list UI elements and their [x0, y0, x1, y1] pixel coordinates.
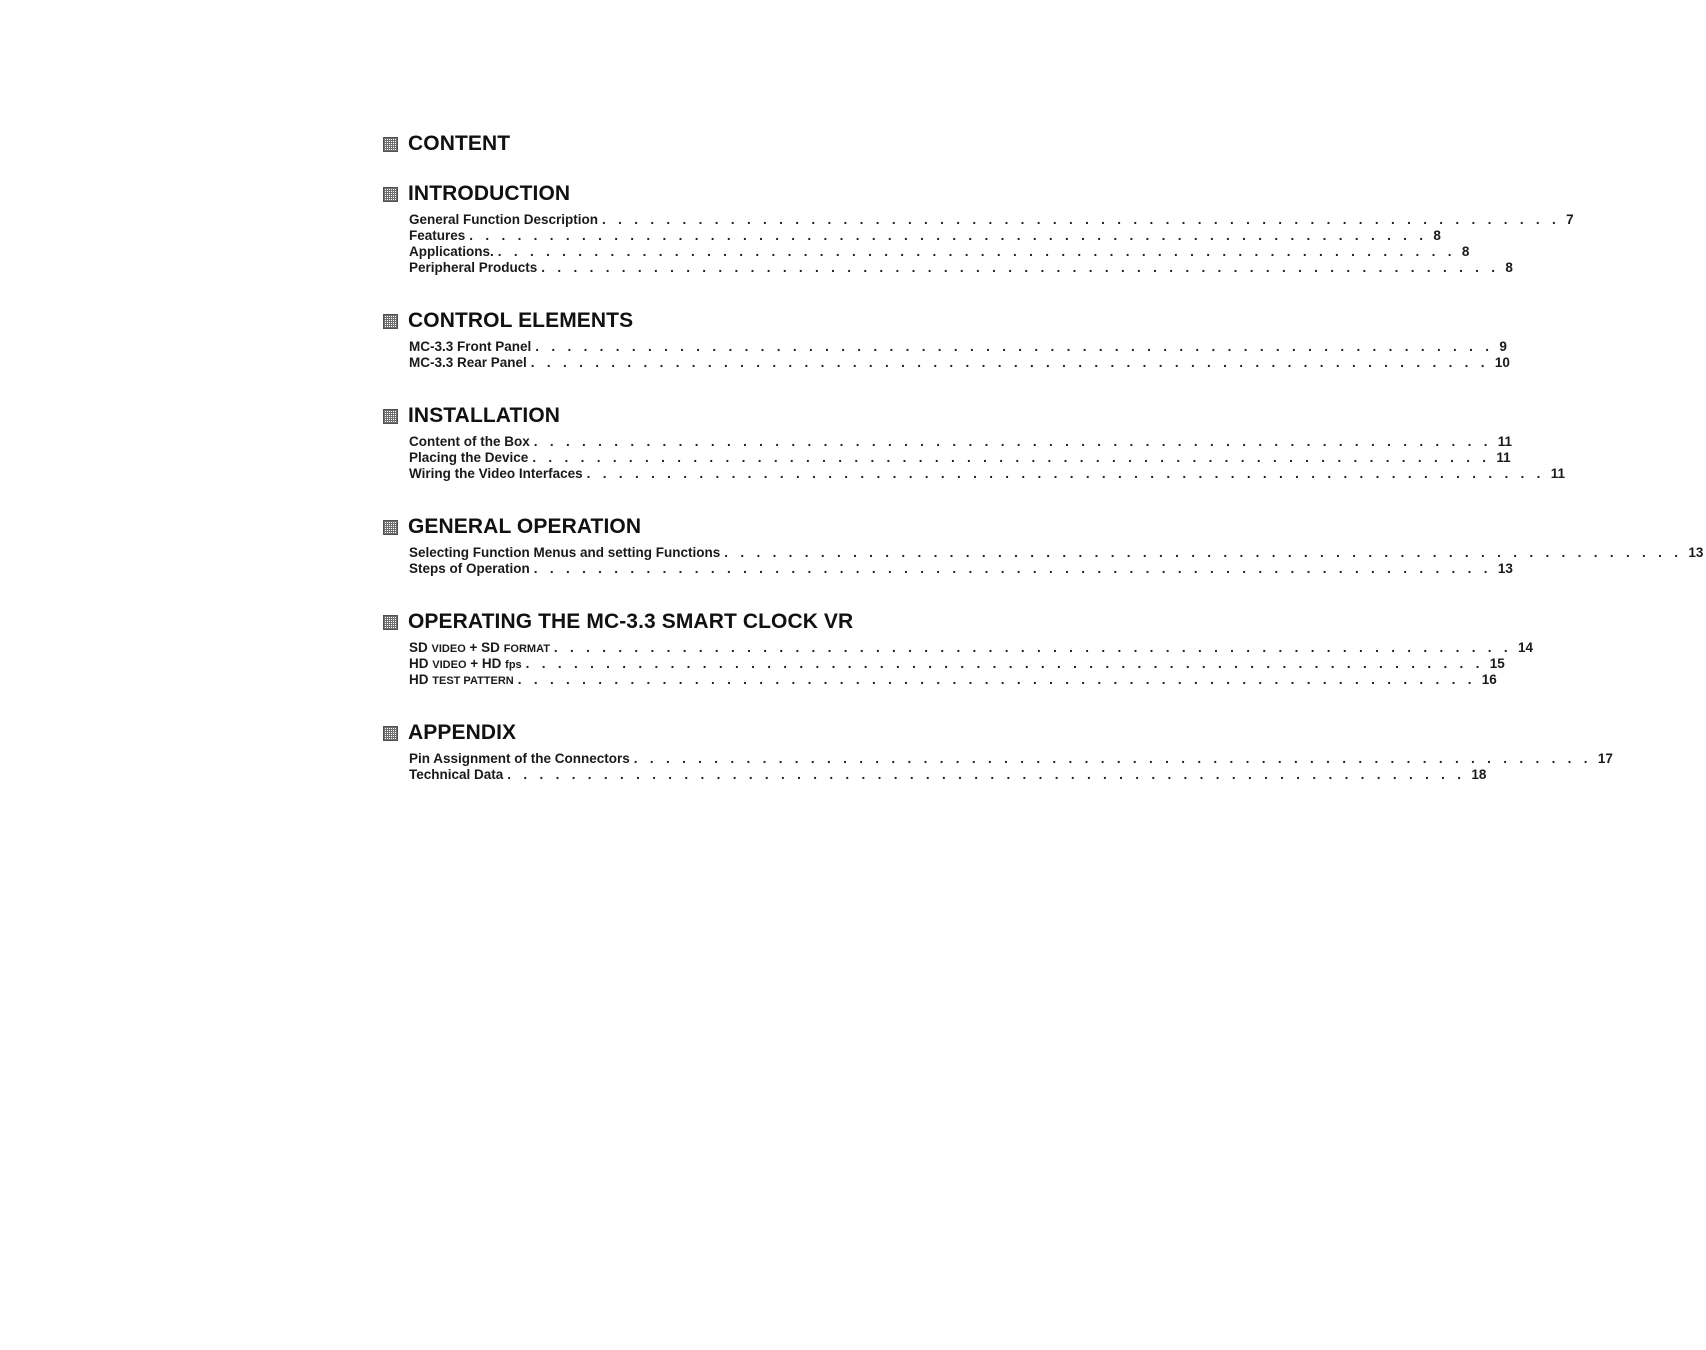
section-heading — [383, 180, 858, 208]
entry-page: 18 — [1471, 767, 1487, 782]
section-title: INTRODUCTION — [408, 182, 571, 205]
toc-entry[interactable] — [409, 640, 1533, 656]
entry-title: HD VIDEO + HD fps — [409, 656, 522, 671]
toc-entry[interactable] — [409, 212, 1574, 228]
entry-title: MC-3.3 Rear Panel — [409, 355, 527, 370]
entry-title: HD TEST PATTERN — [409, 672, 514, 687]
toc-entry[interactable] — [409, 751, 1613, 767]
section-bullet-icon — [383, 314, 398, 329]
entry-title: Peripheral Products — [409, 260, 538, 275]
dot-leader: . . . . . . . . . . . . . . . . . . . . . . . . . . . . . . . . . . . . . . . . . . . . . . . . . . . . . . . . . . . . — [602, 212, 1561, 227]
section-heading — [383, 608, 858, 636]
section-heading — [383, 307, 858, 335]
entry-page: 10 — [1494, 355, 1510, 370]
entry-title: Steps of Operation — [409, 561, 530, 576]
section-bullet-icon — [383, 726, 398, 741]
entry-title: Pin Assignment of the Connectors — [409, 751, 630, 766]
section-bullet-icon — [383, 520, 398, 535]
entry-title: Selecting Function Menus and setting Functions — [409, 545, 721, 560]
toc-section-control-elements — [383, 307, 1510, 371]
dot-leader: . . . . . . . . . . . . . . . . . . . . . . . . . . . . . . . . . . . . . . . . . . . . . . . . . . . . . . . . . . . . — [525, 656, 1484, 671]
section-heading — [383, 130, 858, 158]
entry-page: 15 — [1489, 656, 1505, 671]
section-title: APPENDIX — [408, 721, 517, 744]
entry-title: Content of the Box — [409, 434, 530, 449]
section-bullet-icon — [383, 409, 398, 424]
entry-title: Features — [409, 228, 466, 243]
dot-leader: . . . . . . . . . . . . . . . . . . . . . . . . . . . . . . . . . . . . . . . . . . . . . . . . . . . . . . . . . . . . — [586, 466, 1545, 481]
section-title: INSTALLATION — [408, 404, 561, 427]
dot-leader: . . . . . . . . . . . . . . . . . . . . . . . . . . . . . . . . . . . . . . . . . . . . . . . . . . . . . . . . . . . . — [530, 355, 1489, 370]
section-title: CONTROL ELEMENTS — [408, 309, 634, 332]
dot-leader: . . . . . . . . . . . . . . . . . . . . . . . . . . . . . . . . . . . . . . . . . . . . . . . . . . . . . . . . . . . . — [535, 339, 1494, 354]
entry-page: 14 — [1517, 640, 1533, 655]
dot-leader: . . . . . . . . . . . . . . . . . . . . . . . . . . . . . . . . . . . . . . . . . . . . . . . . . . . . . . . . . . . . — [533, 561, 1492, 576]
dot-leader: . . . . . . . . . . . . . . . . . . . . . . . . . . . . . . . . . . . . . . . . . . . . . . . . . . . . . . . . . . . . — [517, 672, 1476, 687]
entry-title: General Function Description — [409, 212, 599, 227]
section-bullet-icon — [383, 187, 398, 202]
dot-leader: . . . . . . . . . . . . . . . . . . . . . . . . . . . . . . . . . . . . . . . . . . . . . . . . . . . . . . . . . . . . — [532, 450, 1491, 465]
toc-entry[interactable] — [409, 545, 1704, 561]
toc-section-operating — [383, 608, 1533, 688]
entry-page: 13 — [1497, 561, 1513, 576]
table-of-contents — [383, 130, 1704, 783]
toc-entry[interactable] — [409, 672, 1497, 688]
toc-entry[interactable] — [409, 434, 1513, 450]
entry-title: Wiring the Video Interfaces — [409, 466, 583, 481]
entry-title: Applications. — [409, 244, 494, 259]
toc-section-general-operation — [383, 513, 1704, 577]
entry-title: SD VIDEO + SD FORMAT — [409, 640, 550, 655]
entry-page: 8 — [1461, 244, 1470, 259]
section-title: GENERAL OPERATION — [408, 515, 642, 538]
toc-section-installation — [383, 402, 1565, 482]
dot-leader: . . . . . . . . . . . . . . . . . . . . . . . . . . . . . . . . . . . . . . . . . . . . . . . . . . . . . . . . . . . . — [507, 767, 1466, 782]
toc-entry[interactable] — [409, 561, 1513, 577]
toc-entry[interactable] — [409, 767, 1487, 783]
toc-section-appendix — [383, 719, 1613, 783]
section-heading — [383, 513, 858, 541]
entry-title: Placing the Device — [409, 450, 529, 465]
entry-title: Technical Data — [409, 767, 504, 782]
entry-page: 16 — [1481, 672, 1497, 687]
entry-page: 7 — [1566, 212, 1574, 227]
entry-page: 11 — [1496, 450, 1511, 465]
dot-leader: . . . . . . . . . . . . . . . . . . . . . . . . . . . . . . . . . . . . . . . . . . . . . . . . . . . . . . . . . . . . — [724, 545, 1683, 560]
section-bullet-icon — [383, 615, 398, 630]
entry-page: 8 — [1505, 260, 1513, 275]
dot-leader: . . . . . . . . . . . . . . . . . . . . . . . . . . . . . . . . . . . . . . . . . . . . . . . . . . . . . . . . . . . . — [541, 260, 1500, 275]
entry-page: 17 — [1597, 751, 1613, 766]
dot-leader: . . . . . . . . . . . . . . . . . . . . . . . . . . . . . . . . . . . . . . . . . . . . . . . . . . . . . . . . . . . . — [633, 751, 1592, 766]
entry-title: MC-3.3 Front Panel — [409, 339, 532, 354]
dot-leader: . . . . . . . . . . . . . . . . . . . . . . . . . . . . . . . . . . . . . . . . . . . . . . . . . . . . . . . . . . . . — [497, 244, 1456, 259]
toc-entry[interactable] — [409, 228, 1441, 244]
toc-entry[interactable] — [409, 244, 1470, 260]
toc-entry[interactable] — [409, 339, 1507, 355]
toc-entry[interactable] — [409, 656, 1505, 672]
toc-section-introduction — [383, 180, 1574, 276]
toc-section-content — [383, 130, 858, 158]
toc-entry[interactable] — [409, 355, 1510, 371]
dot-leader: . . . . . . . . . . . . . . . . . . . . . . . . . . . . . . . . . . . . . . . . . . . . . . . . . . . . . . . . . . . . — [533, 434, 1492, 449]
entry-page: 13 — [1688, 545, 1704, 560]
section-bullet-icon — [383, 137, 398, 152]
toc-entry[interactable] — [409, 450, 1511, 466]
entry-page: 9 — [1499, 339, 1507, 354]
entry-page: 11 — [1550, 466, 1565, 481]
entry-page: 8 — [1433, 228, 1441, 243]
section-heading — [383, 719, 858, 747]
section-title: CONTENT — [408, 132, 511, 155]
section-title: OPERATING THE MC-3.3 SMART CLOCK VR — [408, 610, 854, 633]
toc-entry[interactable] — [409, 260, 1513, 276]
section-heading — [383, 402, 858, 430]
toc-entry[interactable] — [409, 466, 1565, 482]
entry-page: 11 — [1497, 434, 1513, 449]
dot-leader: . . . . . . . . . . . . . . . . . . . . . . . . . . . . . . . . . . . . . . . . . . . . . . . . . . . . . . . . . . . . — [469, 228, 1428, 243]
dot-leader: . . . . . . . . . . . . . . . . . . . . . . . . . . . . . . . . . . . . . . . . . . . . . . . . . . . . . . . . . . . . — [553, 640, 1512, 655]
